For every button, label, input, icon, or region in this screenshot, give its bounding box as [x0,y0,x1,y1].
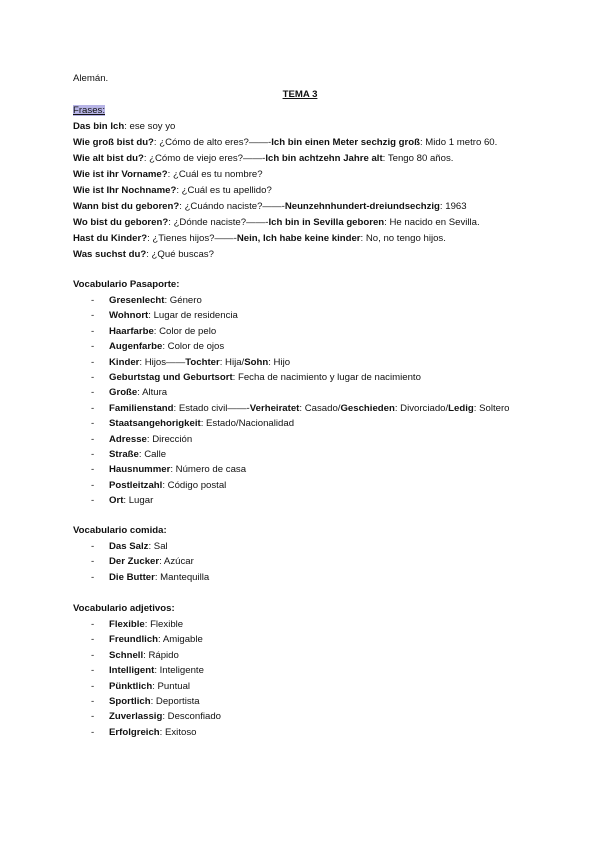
list-bullet: - [91,726,95,738]
list-item [91,295,202,307]
frase-line [73,121,175,133]
list-item [91,696,200,708]
term-text: Ich bin achtzehn Jahre alt [265,153,383,164]
term-text: Der Zucker [109,556,160,568]
definition-text: : Inteligente [154,665,204,677]
definition-text: : ¿Cómo de alto eres?——- [153,137,272,148]
term-text: Verheiratet [249,402,300,414]
term-text: Hast du Kinder? [73,233,148,244]
definition-text: : Flexible [144,619,184,630]
definition-text: : ¿Qué buscas? [146,249,214,260]
term-text: Wann bist du geboren? [73,201,180,212]
definition-text: : Rápido [143,649,179,661]
definition-text: : Divorciado/ [394,402,449,414]
section-heading: Vocabulario comida: [73,525,167,536]
list-item [91,418,294,430]
term-text: Sohn [244,356,269,368]
list-bullet: - [91,649,95,661]
term-text: Intelligent [109,665,155,677]
list-item [91,449,166,461]
definition-text: : Color de ojos [162,341,225,353]
definition-text: : Deportista [150,696,200,707]
term-text: Ort [109,495,124,507]
definition-text: : ese soy yo [124,121,176,132]
term-text: Pünktlich [109,680,153,692]
definition-text: : Hijos—— [139,356,186,368]
list-item [91,681,190,693]
definition-text: : ¿Cuál es tu apellido? [176,185,272,196]
list-bullet: - [91,418,95,430]
list-item [91,387,167,399]
definition-text: : Color de pelo [153,325,217,337]
term-text: Tochter [185,356,220,368]
term-text: Wo bist du geboren? [73,217,169,228]
frase-line [73,201,467,213]
definition-text: : Código postal [162,479,227,491]
term-text: Freundlich [109,634,159,646]
frases-heading-text: Frases: [73,105,105,116]
definition-text: : Dirección [146,433,193,445]
section-heading: Vocabulario adjetivos: [73,603,175,614]
list-item [91,650,179,662]
definition-text: : ¿Cómo de viejo eres?——- [143,153,266,164]
term-text: Wie groß bist du? [73,137,154,148]
term-text: Erfolgreich [109,726,160,738]
term-text: Hausnummer [109,464,171,476]
definition-text: : Fecha de nacimiento y lugar de nacimiento [232,372,421,383]
list-item [91,619,183,631]
definition-text: : Mido 1 metro 60. [419,137,498,148]
definition-text: : Número de casa [170,464,247,476]
frase-line [73,137,497,149]
term-text: Die Butter [109,571,155,583]
term-text: Wie ist Ihr Nochname? [73,185,177,196]
list-item [91,572,209,584]
list-bullet: - [91,495,95,507]
list-item [91,310,238,322]
list-item [91,727,196,739]
list-item [91,357,290,369]
definition-text: : Soltero [473,402,510,414]
term-text: Geburtstag und Geburtsort [109,372,233,383]
definition-text: : Exitoso [159,726,197,738]
frase-line [73,153,453,165]
term-text: Wie alt bist du? [73,153,144,164]
list-bullet: - [91,556,95,568]
page-title: TEMA 3 [282,89,318,100]
definition-text: : Tengo 80 años. [382,153,454,164]
term-text: Haarfarbe [109,325,154,337]
term-text: Das Salz [109,541,149,552]
definition-text: : ¿Cuál es tu nombre? [167,169,263,180]
definition-text: : He nacido en Sevilla. [384,217,480,228]
list-item [91,634,203,646]
term-text: Adresse [109,433,147,445]
list-bullet: - [91,372,95,383]
frase-line [73,185,272,197]
definition-text: : Género [164,295,202,306]
list-item [91,541,168,553]
definition-text: : No, no tengo hijos. [360,233,446,244]
list-bullet: - [91,356,95,368]
definition-text: : Calle [138,449,167,460]
term-text: Ledig [448,402,474,414]
term-text: Wohnort [109,310,149,322]
list-item [91,556,194,568]
term-text: Sportlich [109,696,151,707]
frase-line [73,169,263,181]
definition-text: : Mantequilla [154,571,210,583]
term-text: Kinder [109,356,140,368]
definition-text: : Puntual [152,680,191,692]
term-text: Schnell [109,649,144,661]
list-bullet: - [91,341,95,353]
definition-text: : Desconfiado [162,711,221,723]
definition-text: : Lugar [123,495,154,507]
term-text: Was suchst du? [73,249,147,260]
list-bullet: - [91,680,95,692]
definition-text: : 1963 [439,201,467,212]
definition-text: : ¿Tienes hijos?——- [147,233,237,244]
frase-line [73,217,480,229]
list-bullet: - [91,711,95,723]
list-item [91,495,153,507]
list-bullet: - [91,619,95,630]
list-item [91,434,192,446]
list-bullet: - [91,634,95,646]
term-text: Augenfarbe [109,341,163,353]
definition-text: : Altura [137,387,168,399]
term-text: Nein, Ich habe keine kinder [236,233,361,244]
list-item [91,464,246,476]
definition-text: : Casado/ [299,402,341,414]
list-item [91,665,204,677]
list-item [91,326,216,338]
list-bullet: - [91,387,95,399]
subject-line: Alemán. [73,73,109,84]
definition-text: : Hijo [268,356,291,368]
definition-text: : Azúcar [159,556,194,568]
term-text: Große [109,387,138,399]
term-text: Postleitzahl [109,479,163,491]
term-text: Straße [109,449,139,460]
list-bullet: - [91,464,95,476]
term-text: Staatsangehorigkeit [109,418,201,430]
term-text: Geschieden [340,402,395,414]
list-bullet: - [91,433,95,445]
term-text: Familienstand [109,402,174,414]
frases-heading [73,105,105,117]
list-bullet: - [91,325,95,337]
term-text: Das bin Ich [73,121,125,132]
section-heading: Vocabulario Pasaporte: [73,279,180,290]
definition-text: : ¿Cuándo naciste?——- [179,201,285,212]
list-bullet: - [91,295,95,306]
term-text: Gresenlecht [109,295,165,306]
frase-line [73,249,214,261]
list-bullet: - [91,402,95,414]
definition-text: : Amigable [158,634,203,646]
term-text: Zuverlassig [109,711,163,723]
list-item [91,372,421,384]
term-text: Ich bin in Sevilla geboren [268,217,385,228]
definition-text: : Estado/Nacionalidad [200,418,295,430]
list-bullet: - [91,571,95,583]
list-bullet: - [91,310,95,322]
list-item [91,480,226,492]
list-item [91,403,510,415]
list-item [91,711,221,723]
list-bullet: - [91,541,95,552]
term-text: Flexible [109,619,145,630]
definition-text: : Sal [148,541,168,552]
definition-text: : Hija/ [219,356,245,368]
definition-text: : Estado civil——- [173,402,250,414]
term-text: Ich bin einen Meter sechzig groß [271,137,420,148]
list-bullet: - [91,449,95,460]
list-bullet: - [91,479,95,491]
definition-text: : Lugar de residencia [148,310,238,322]
definition-text: : ¿Dónde naciste?——- [168,217,269,228]
term-text: Neunzehnhundert-dreiundsechzig [284,201,440,212]
term-text: Wie ist ihr Vorname? [73,169,168,180]
list-bullet: - [91,696,95,707]
frase-line [73,233,446,245]
list-bullet: - [91,665,95,677]
list-item [91,341,224,353]
